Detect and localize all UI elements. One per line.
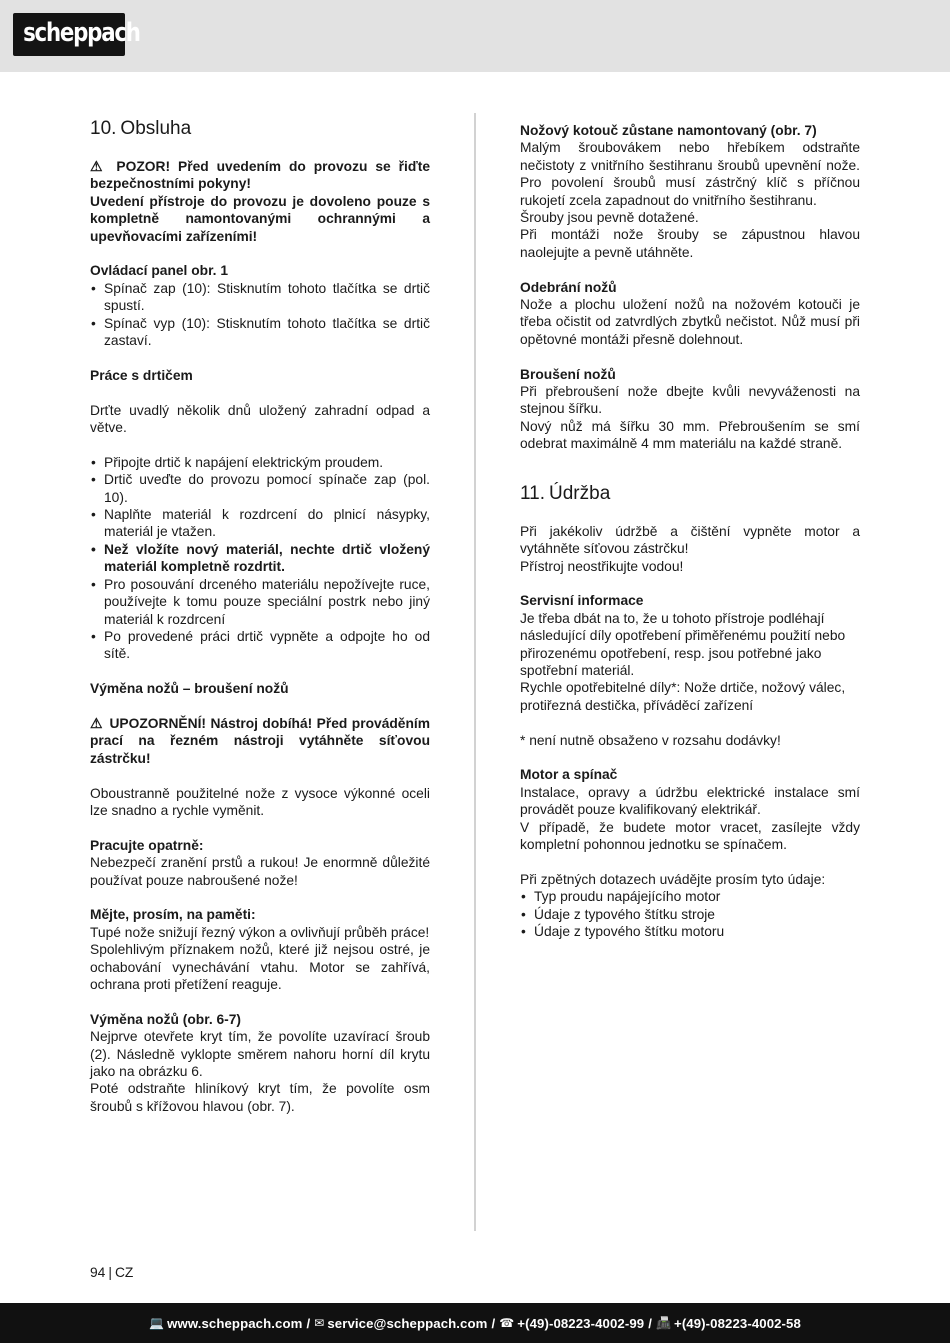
- service-note-block: [520, 732, 860, 749]
- section-title-operation: [90, 118, 430, 140]
- footer-email-link[interactable]: service@scheppach.com: [327, 1315, 488, 1331]
- page-language: CZ: [114, 1265, 134, 1280]
- replace-text-1: Nejprve otevřete kryt tím, že povolíte uzavírací šroub (2). Následně vyklopte směrem nahoru horní díl krytu jako na obrázku 6.: [90, 1029, 430, 1079]
- remember-heading: Mějte, prosím, na paměti:: [90, 907, 256, 923]
- header-band: [0, 0, 950, 72]
- knife-heading-block: [90, 680, 430, 697]
- safety-warning: [90, 158, 430, 245]
- mounted-heading: Nožový kotouč zůstane namontovaný (obr. 7): [520, 123, 817, 138]
- section-title-text: Údržba: [549, 482, 611, 504]
- caution-warning: [90, 715, 430, 767]
- list-item: • Údaje z typového štítku stroje: [520, 906, 860, 923]
- section-title-maintenance: [520, 483, 860, 505]
- removal-heading: Odebrání nožů: [520, 279, 617, 295]
- footer-phone: +(49)-08223-4002-99: [517, 1315, 645, 1331]
- queries-section: [520, 871, 860, 941]
- list-item: • Spínač zap (10): Stisknutím tohoto tlačítka se drtič spustí.: [90, 280, 430, 315]
- service-section: [520, 592, 860, 714]
- care-text: Nebezpečí zranění prstů a rukou! Je enormně důležité používat pouze nabroušené nože!: [90, 855, 430, 888]
- remember-section: [90, 906, 430, 993]
- work-intro-block: [90, 402, 430, 437]
- replace-heading: Výměna nožů (obr. 6-7): [90, 1011, 242, 1027]
- work-heading-block: [90, 367, 430, 384]
- mounted-section: [520, 122, 860, 261]
- list-item: • Naplňte materiál k rozdrcení do plnicí násypky, materiál je vtažen.: [90, 506, 430, 541]
- control-panel-section: [90, 262, 430, 349]
- mounted-text-3: Při montáži nože šrouby se zápustnou hlavou naolejujte a pevně utáhněte.: [520, 227, 860, 260]
- page-number-value: 94: [90, 1265, 106, 1280]
- maintenance-text-1: Při jakékoliv údržbě a čištění vypněte motor a vytáhněte síťovou zástrčku!: [520, 523, 860, 557]
- list-item: • Připojte drtič k napájení elektrickým proudem.: [90, 454, 430, 471]
- work-steps-list: [90, 454, 430, 663]
- knife-heading: Výměna nožů – broušení nožů: [90, 681, 289, 697]
- sharpen-heading: Broušení nožů: [520, 366, 616, 382]
- motor-text-2: V případě, že budete motor vracet, zasílejte vždy kompletní pohonnou jednotku se spínačem.: [520, 819, 860, 852]
- service-note: * není nutně obsaženo v rozsahu dodávky!: [520, 732, 781, 748]
- left-column: [90, 118, 430, 1133]
- list-item: • Drtič uveďte do provozu pomocí spínače zap (pol. 10).: [90, 471, 430, 506]
- warning-text: UPOZORNĚNÍ! Nástroj dobíhá! Před prováděním prací na řezném nástroji vytáhněte síťovou zástrčku!: [90, 715, 430, 766]
- mounted-text-1: Malým šroubovákem nebo hřebíkem odstraňte nečistoty z vnitřního šestihranu šroubů upevnění nože. Pro povolení šroubů musí zástrčný klíč s příčnou rukojetí zcela zapadnout do vnitřního šestihranu.: [520, 140, 860, 208]
- brand-logo-text: scheppach: [23, 18, 140, 48]
- footer-fax: +(49)-08223-4002-58: [674, 1315, 801, 1331]
- warning-text-2: Uvedení přístroje do provozu je dovoleno pouze s kompletně namontovanými ochrannými a upevňovacími zařízeními!: [90, 193, 430, 244]
- queries-list: [520, 888, 860, 940]
- section-number: 10.: [90, 118, 117, 139]
- brand-logo: [13, 13, 140, 56]
- list-item: • Pro posouvání drceného materiálu nepožívejte ruce, používejte k tomu pouze speciální postrk nebo jiný materiál k rozdrcení: [90, 576, 430, 628]
- fax-icon: 📠: [655, 1316, 672, 1330]
- sharpen-section: [520, 366, 860, 453]
- care-heading: Pracujte opatrně:: [90, 837, 204, 853]
- warning-icon: ⚠: [90, 715, 103, 731]
- list-item: • Než vložíte nový materiál, nechte drtič vložený materiál kompletně rozdrtit.: [90, 541, 430, 576]
- section-title-text: Obsluha: [120, 118, 192, 139]
- work-heading: Práce s drtičem: [90, 367, 193, 383]
- motor-heading: Motor a spínač: [520, 767, 618, 783]
- removal-section: [520, 279, 860, 349]
- work-steps-block: [90, 454, 430, 663]
- list-item: • Spínač vyp (10): Stisknutím tohoto tlačítka se drtič zastaví.: [90, 315, 430, 350]
- sharpen-text-2: Nový nůž má šířku 30 mm. Přebroušením se smí odebrat maximálně 4 mm materiálu na každé straně.: [520, 418, 860, 452]
- remember-text-2: Spolehlivým příznakem nožů, které již nejsou ostré, je ochabování vynechávání vtahu. Motor se zahřívá, ochrana proti přetížení reaguje.: [90, 942, 430, 992]
- care-section: [90, 837, 430, 889]
- service-heading: Servisní informace: [520, 593, 644, 609]
- removal-text: Nože a plochu uložení nožů na nožovém kotouči je třeba očistit od zatvrdlých zbytků nečistot. Nůž musí při opětovné montáži přesně dolehnout.: [520, 297, 860, 347]
- list-item: • Typ proudu napájejícího motor: [520, 888, 860, 905]
- footer-separator: /: [648, 1315, 652, 1331]
- page-number: [90, 1265, 133, 1280]
- motor-section: [520, 766, 860, 853]
- service-text-1: Je třeba dbát na to, že u tohoto přístroje podléhají následující díly opotřebení přiměřenému použití nebo přirozenému opotřebení, resp. jsou potřebné jako spotřební materiál.: [520, 610, 846, 678]
- mounted-text-2: Šrouby jsou pevně dotažené.: [520, 210, 699, 226]
- knife-text: Oboustranně použitelné nože z vysoce výkonné oceli lze snadno a rychle vyměnit.: [90, 785, 430, 818]
- footer-separator: /: [306, 1315, 311, 1331]
- warning-icon: ⚠: [90, 159, 107, 174]
- mail-icon: ✉: [314, 1316, 325, 1330]
- maintenance-text-2: Přístroj neostřikujte vodou!: [520, 558, 684, 574]
- motor-text-1: Instalace, opravy a údržbu elektrické instalace smí provádět pouze kvalifikovaný elektrikář.: [520, 784, 860, 818]
- list-item: • Po provedené práci drtič vypněte a odpojte ho od sítě.: [90, 628, 430, 663]
- service-text-2: Rychle opotřebitelné díly*: Nože drtiče, nožový válec, protiřezná destička, příváděcí zařízení: [520, 680, 846, 713]
- section-number: 11.: [520, 482, 546, 504]
- computer-icon: 💻: [149, 1316, 165, 1330]
- column-divider: [474, 113, 476, 1231]
- footer-contact-bar: [0, 1303, 950, 1343]
- phone-icon: ☎: [499, 1316, 515, 1330]
- control-panel-heading: Ovládací panel obr. 1: [90, 263, 229, 279]
- warning-text: POZOR! Před uvedením do provozu se řiďte bezpečnostními pokyny!: [90, 159, 430, 192]
- control-panel-list: [90, 280, 430, 350]
- footer-website-link[interactable]: www.scheppach.com: [167, 1315, 303, 1331]
- maintenance-intro: [520, 523, 860, 575]
- work-intro: Drťte uvadlý několik dnů uložený zahradní odpad a větve.: [90, 402, 430, 436]
- sharpen-text-1: Při přebroušení nože dbejte kvůli nevyváženosti na stejnou šířku.: [520, 384, 860, 417]
- replace-section: [90, 1011, 430, 1115]
- list-item: • Údaje z typového štítku motoru: [520, 923, 860, 940]
- queries-text: Při zpětných dotazech uvádějte prosím tyto údaje:: [520, 871, 826, 887]
- remember-text-1: Tupé nože snižují řezný výkon a ovlivňují průběh práce!: [90, 924, 430, 940]
- knife-text-block: [90, 785, 430, 820]
- page-number-separator: |: [108, 1265, 112, 1280]
- right-column: [520, 122, 860, 958]
- footer-separator: /: [491, 1315, 496, 1331]
- replace-text-2: Poté odstraňte hliníkový kryt tím, že povolíte osm šroubů s křížovou hlavou (obr. 7).: [90, 1081, 430, 1114]
